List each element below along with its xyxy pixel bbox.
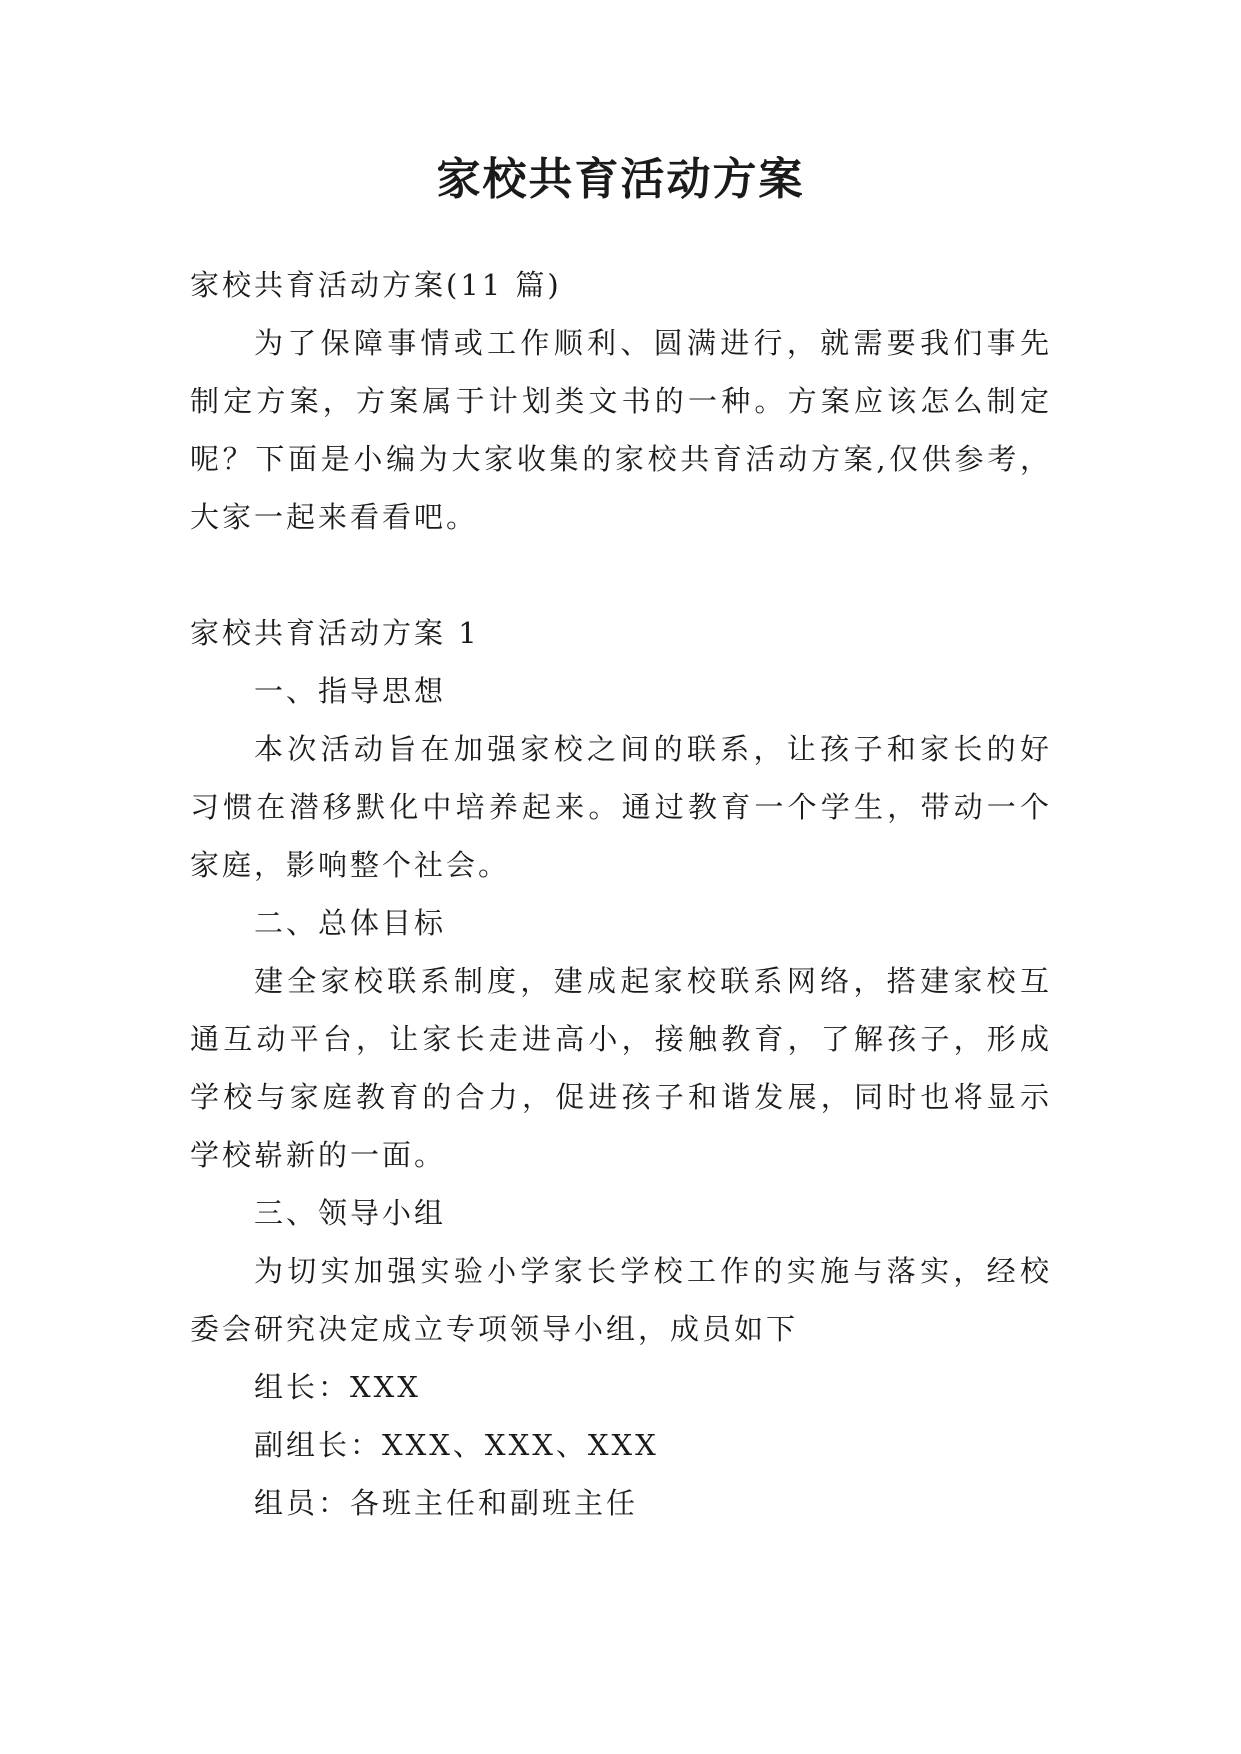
vice-leader-line: 副组长：XXX、XXX、XXX bbox=[254, 1428, 659, 1462]
document-subtitle: 家校共育活动方案(11 篇) bbox=[190, 268, 562, 302]
heading-overall-goal: 二、总体目标 bbox=[254, 906, 447, 940]
document-body bbox=[190, 256, 1052, 1532]
paragraph-guiding-ideology: 本次活动旨在加强家校之间的联系，让孩子和家长的好习惯在潜移默化中培养起来。通过教育一个学生，带动一个家庭，影响整个社会。 bbox=[190, 732, 1052, 882]
group-leader-line: 组长：XXX bbox=[254, 1370, 421, 1404]
section-title: 家校共育活动方案 1 bbox=[190, 616, 480, 650]
intro-paragraph: 为了保障事情或工作顺利、圆满进行，就需要我们事先制定方案，方案属于计划类文书的一种。方案应该怎么制定呢？下面是小编为大家收集的家校共育活动方案,仅供参考，大家一起来看看吧。 bbox=[190, 326, 1052, 534]
section-spacer bbox=[190, 546, 1052, 604]
heading-guiding-ideology: 一、指导思想 bbox=[254, 674, 447, 708]
paragraph-overall-goal: 建全家校联系制度，建成起家校联系网络，搭建家校互通互动平台，让家长走进高小，接触教育，了解孩子，形成学校与家庭教育的合力，促进孩子和谐发展，同时也将显示学校崭新的一面。 bbox=[190, 964, 1052, 1172]
document-title: 家校共育活动方案 bbox=[436, 154, 805, 205]
paragraph-leading-group: 为切实加强实验小学家长学校工作的实施与落实，经校委会研究决定成立专项领导小组，成员如下 bbox=[190, 1254, 1052, 1346]
members-line: 组员：各班主任和副班主任 bbox=[254, 1486, 639, 1520]
heading-leading-group: 三、领导小组 bbox=[254, 1196, 447, 1230]
